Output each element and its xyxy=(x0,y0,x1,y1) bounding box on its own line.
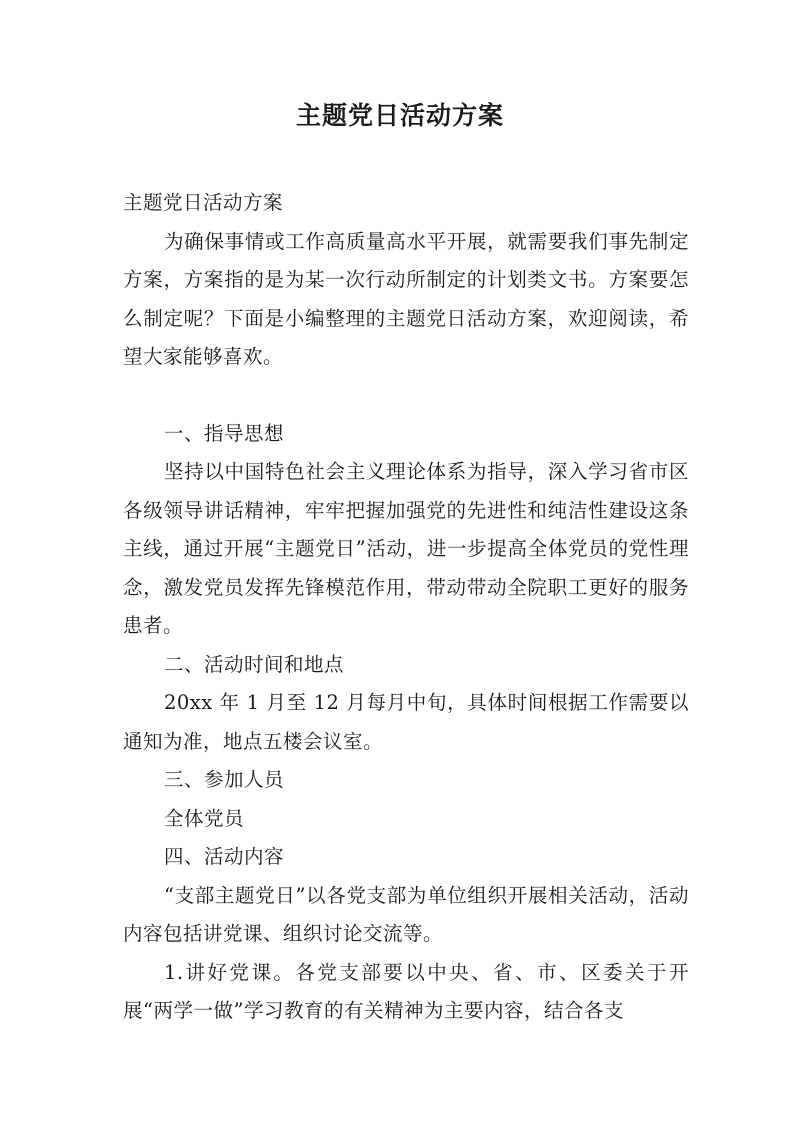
section-body-time-location: 20xx 年 1 月至 12 月每月中旬，具体时间根据工作需要以通知为准，地点五楼会议室。 xyxy=(123,691,689,753)
section-heading-activities: 四、活动内容 xyxy=(163,845,284,868)
section-heading-time-location: 二、活动时间和地点 xyxy=(163,652,344,676)
section-body-participants: 全体党员 xyxy=(163,806,244,830)
intro-paragraph: 为确保事情或工作高质量高水平开展，就需要我们事先制定方案，方案指的是为某一次行动所制定的计划类文书。方案要怎么制定呢？下面是小编整理的主题党日活动方案，欢迎阅读，希望大家能够喜欢。 xyxy=(123,229,689,368)
section-heading-participants: 三、参加人员 xyxy=(163,768,284,791)
paragraph-spacer xyxy=(123,377,689,415)
document-body xyxy=(123,184,689,1031)
section-body-activities: “支部主题党日”以各党支部为单位组织开展相关活动，活动内容包括讲党课、组织讨论交流等。 xyxy=(123,883,689,945)
document-title: 主题党日活动方案 xyxy=(295,101,504,130)
document-subtitle: 主题党日活动方案 xyxy=(123,191,284,214)
section-body-guiding-ideology: 坚持以中国特色社会主义理论体系为指导，深入学习省市区各级领导讲话精神，牢牢把握加强党的先进性和纯洁性建设这条主线，通过开展“主题党日”活动，进一步提高全体党员的党性理念，激发党员发挥先锋模范作用，带动带动全院职工更好的服务患者。 xyxy=(123,460,689,637)
section-heading-guiding-ideology: 一、指导思想 xyxy=(163,421,284,445)
activity-item-party-lecture: 1.讲好党课。各党支部要以中央、省、市、区委关于开展“两学一做”学习教育的有关精神为主要内容，结合各支 xyxy=(123,960,689,1022)
